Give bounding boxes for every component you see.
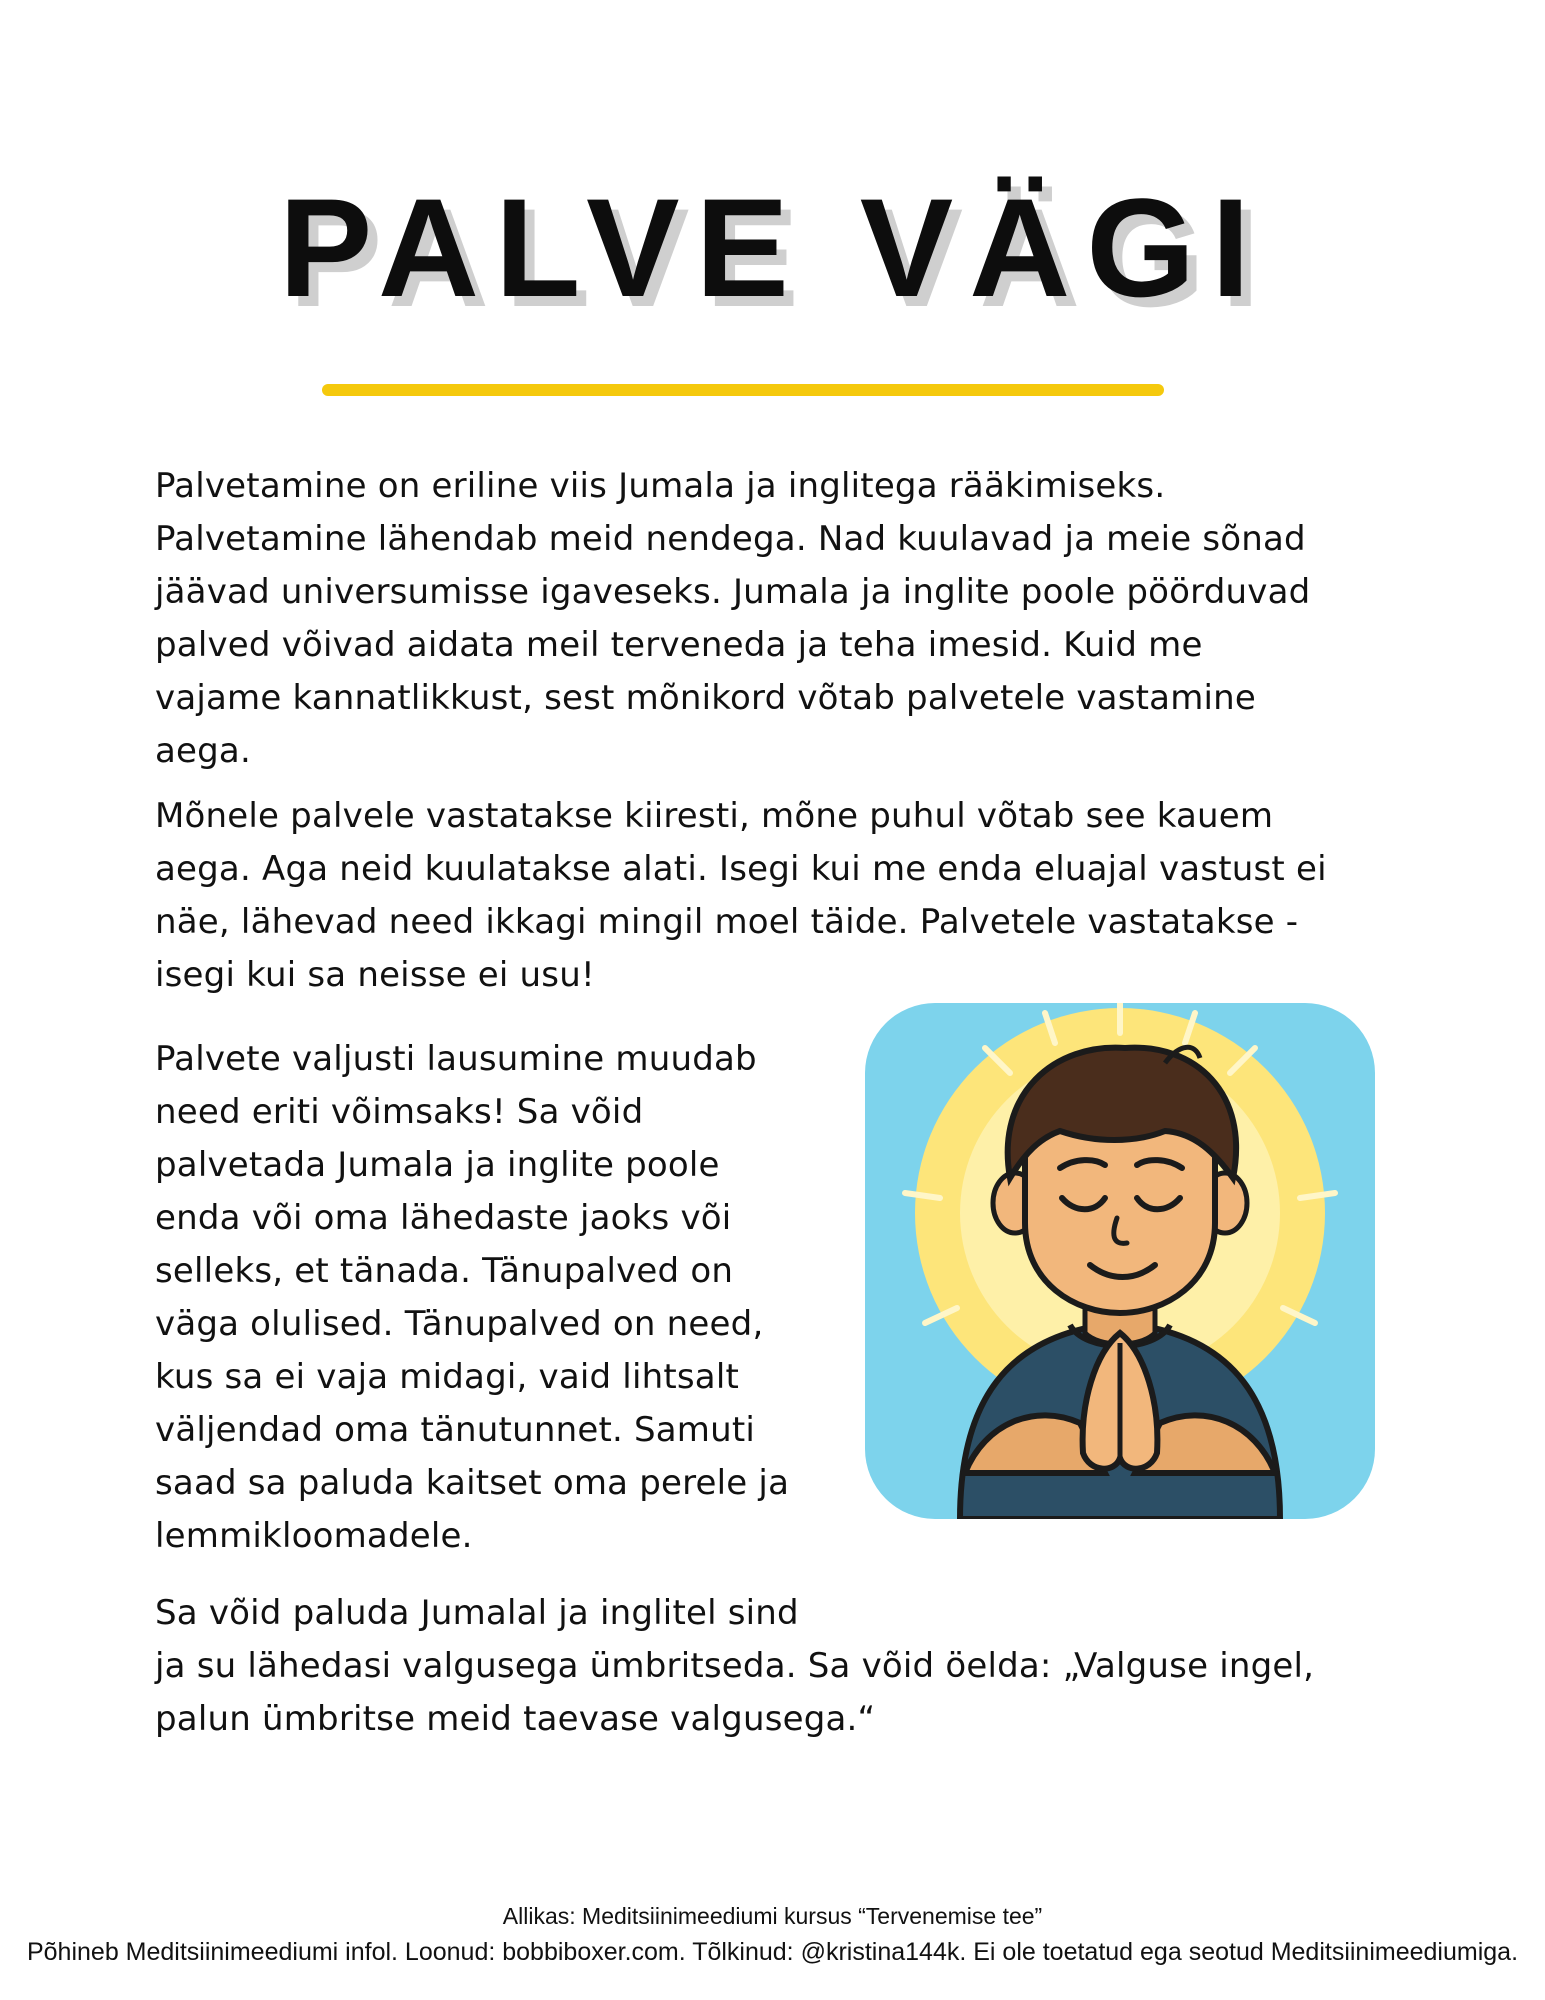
paragraph-aloud: Palvete valjusti lausumine muudab need eriti võimsaks! Sa võid palvetada Jumala ja inglite poole enda või oma lähedaste jaoks või selleks, et tänada. Tänupalved on väga olulised. Tänupalved on need, kus sa ei vaja midagi, vaid lihtsalt väljendad oma tänutunnet. Samuti saad sa paluda kaitset oma perele ja lemmikloomadele. <box>155 1039 790 1556</box>
praying-boy-icon <box>865 1003 1375 1519</box>
paragraph-intro: Palvetamine on eriline viis Jumala ja inglitega rääkimiseks. Palvetamine lähendab meid nendega. Nad kuulavad ja meie sõnad jäävad universumisse igaveseks. Jumala ja inglite poole pöörduvad palved võivad aidata meil terveneda ja teha imesid. Kuid me vajame kannatlikkust, sest mõnikord võtab palvetele vastamine aega. <box>155 466 1311 771</box>
footer-credits: Põhineb Meditsiinimeediumi infol. Loonud: bobbiboxer.com. Tõlkinud: @kristina144k. Ei ole toetatud ega seotud Meditsiinimeediumiga. <box>26 1938 1519 1966</box>
page-title: PALVE VÄGI <box>278 169 1267 326</box>
footer-source: Allikas: Meditsiinimeediumi kursus “Tervenemise tee” <box>502 1903 1043 1929</box>
paragraph-light: Sa võid paluda Jumalal ja inglitel sind ja su lähedasi valgusega ümbritseda. Sa võid öelda: „Valguse ingel, palun ümbritse meid taevase valgusega.“ <box>155 1593 1315 1739</box>
title-underline <box>322 384 1164 396</box>
paragraph-answers: Mõnele palvele vastatakse kiiresti, mõne puhul võtab see kauem aega. Aga neid kuulatakse alati. Isegi kui me enda eluajal vastust ei näe, lähevad need ikkagi mingil moel täide. Palvetele vastatakse - isegi kui sa neisse ei usu! <box>155 796 1327 995</box>
